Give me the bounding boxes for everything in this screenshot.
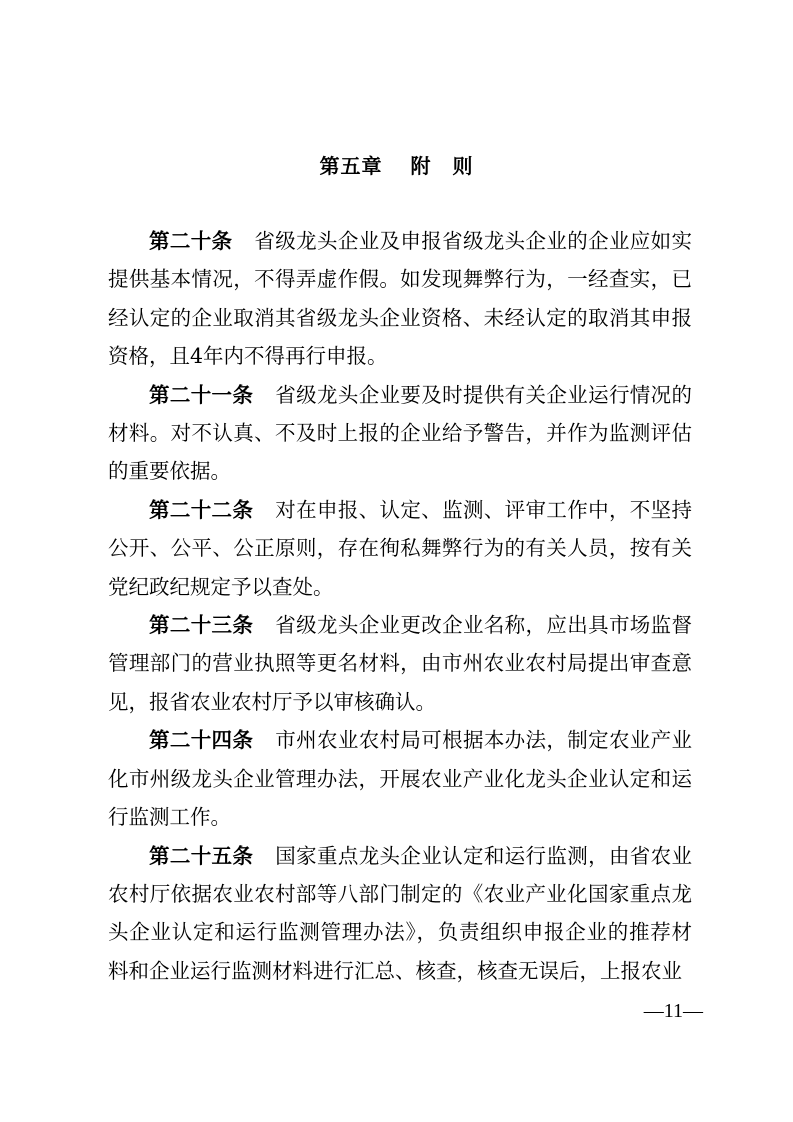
article-22 <box>108 491 692 606</box>
article-label: 第二十二条 <box>149 497 254 522</box>
article-label: 第二十一条 <box>149 382 254 407</box>
chapter-number: 第五章 <box>319 154 383 178</box>
article-23 <box>108 606 692 721</box>
article-25 <box>108 837 692 991</box>
article-label: 第二十五条 <box>149 843 254 868</box>
page-number: —11— <box>643 1000 703 1022</box>
article-text: 国家重点龙头企业认定和运行监测，由省农业农村厅依据农业农村部等八部门制定的《农业产业化国家重点龙头企业认定和运行监测管理办法》，负责组织申报企业的推荐材料和企业运行监测材料进行汇总、核查，核查无误后，上报农业 <box>108 843 693 983</box>
article-20 <box>108 222 692 376</box>
article-text: 省级龙头企业要及时提供有关企业运行情况的材料。对不认真、不及时上报的企业给予警告，并作为监测评估的重要依据。 <box>108 382 693 484</box>
article-24 <box>108 721 692 836</box>
article-label: 第二十三条 <box>149 613 254 638</box>
article-text: 对在申报、认定、监测、评审工作中，不坚持公开、公平、公正原则，存在徇私舞弊行为的有关人员，按有关党纪政纪规定予以查处。 <box>108 497 693 599</box>
article-text: 省级龙头企业更改企业名称，应出具市场监督管理部门的营业执照等更名材料，由市州农业农村局提出审查意见，报省农业农村厅予以审核确认。 <box>108 613 693 714</box>
article-text: 省级龙头企业及申报省级龙头企业的企业应如实提供基本情况，不得弄虚作假。如发现舞弊行为，一经查实，已经认定的企业取消其省级龙头企业资格、未经认定的取消其申报资格，且4年内不得再行申报。 <box>108 229 693 369</box>
chapter-title <box>0 150 793 179</box>
document-body <box>108 222 692 990</box>
article-label: 第二十四条 <box>149 728 254 753</box>
article-text: 市州农业农村局可根据本办法，制定农业产业化市州级龙头企业管理办法，开展农业产业化龙头企业认定和运行监测工作。 <box>108 728 693 830</box>
article-label: 第二十条 <box>149 229 233 253</box>
article-21 <box>108 376 692 491</box>
chapter-name: 附 则 <box>410 154 474 178</box>
